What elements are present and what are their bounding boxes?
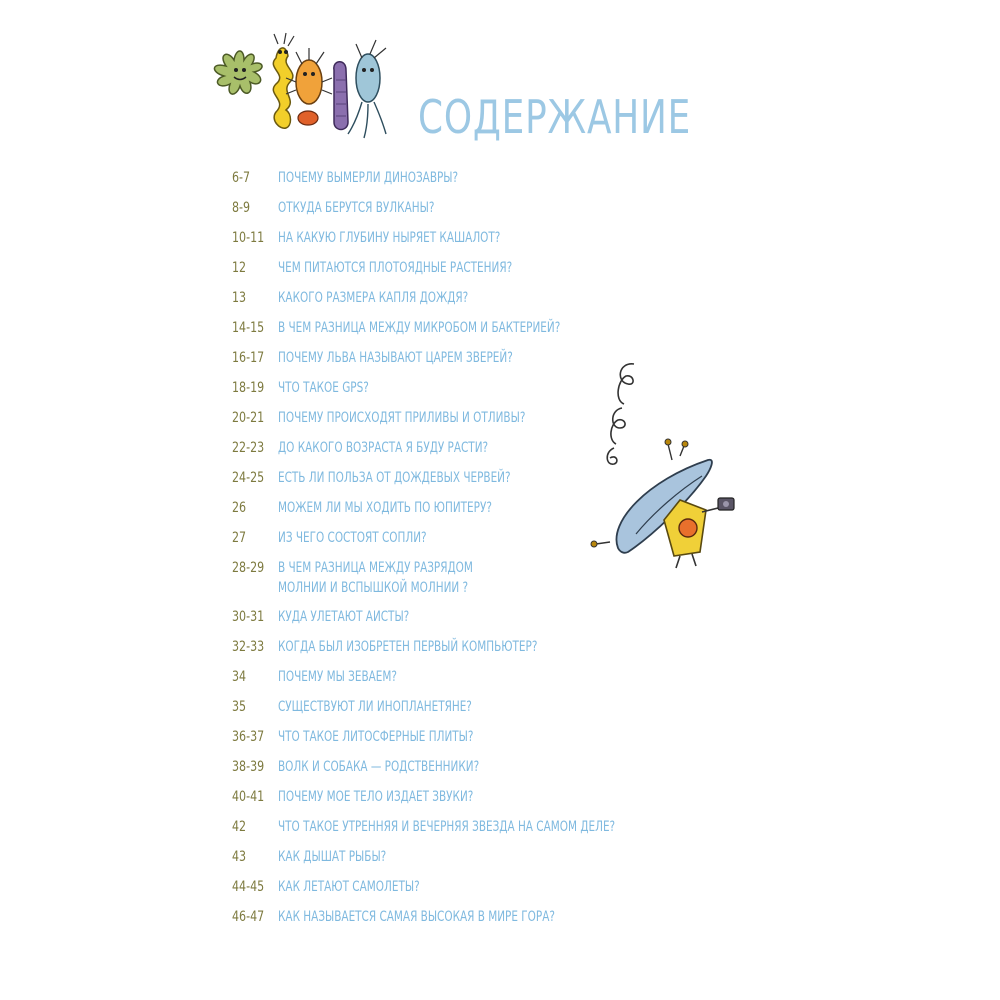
entry-title: ВОЛК И СОБАКА — РОДСТВЕННИКИ? [278,759,480,775]
toc-entry[interactable] [232,633,732,663]
toc-entry[interactable] [232,753,732,783]
orange-germ-icon [286,48,332,125]
green-germ-icon [214,51,262,94]
page-number: 13 [232,290,247,306]
purple-germ-icon [334,62,348,130]
entry-title: КУДА УЛЕТАЮТ АИСТЫ? [278,609,410,625]
page-title: СОДЕРЖАНИЕ [418,90,692,144]
page-number: 38-39 [232,759,265,775]
yellow-germ-icon [273,33,294,128]
toc-entry[interactable] [232,603,732,633]
entry-title: КАКОГО РАЗМЕРА КАПЛЯ ДОЖДЯ? [278,290,469,306]
toc-entry[interactable] [232,314,732,344]
entry-title: ИЗ ЧЕГО СОСТОЯТ СОПЛИ? [278,530,427,546]
entry-title: ЧТО ТАКОЕ ЛИТОСФЕРНЫЕ ПЛИТЫ? [278,729,474,745]
blue-germ-icon [348,40,386,138]
toc-entry[interactable] [232,903,732,933]
alien-icon [664,498,734,568]
entry-title: ПОЧЕМУ ВЫМЕРЛИ ДИНОЗАВРЫ? [278,170,459,186]
entry-title: КАК ДЫШАТ РЫБЫ? [278,849,387,865]
page-number: 35 [232,699,247,715]
toc-entry[interactable] [232,843,732,873]
page-number: 18-19 [232,380,265,396]
page-number: 27 [232,530,247,546]
toc-entry[interactable] [232,284,732,314]
page-number: 20-21 [232,410,265,426]
page-number: 16-17 [232,350,265,366]
entry-title: В ЧЕМ РАЗНИЦА МЕЖДУ РАЗРЯДОМ МОЛНИИ И ВСПЫШКОЙ МОЛНИИ ? [278,560,473,596]
page-number: 22-23 [232,440,265,456]
page-number: 26 [232,500,247,516]
page-number: 46-47 [232,909,265,925]
entry-title: МОЖЕМ ЛИ МЫ ХОДИТЬ ПО ЮПИТЕРУ? [278,500,492,516]
entry-title: СУЩЕСТВУЮТ ЛИ ИНОПЛАНЕТЯНЕ? [278,699,472,715]
entry-title: ПОЧЕМУ ЛЬВА НАЗЫВАЮТ ЦАРЕМ ЗВЕРЕЙ? [278,350,513,366]
page-number: 12 [232,260,247,276]
toc-entry[interactable] [232,164,732,194]
toc-entry[interactable] [232,663,732,693]
entry-title: ПОЧЕМУ ПРОИСХОДЯТ ПРИЛИВЫ И ОТЛИВЫ? [278,410,526,426]
entry-title: ДО КАКОГО ВОЗРАСТА Я БУДУ РАСТИ? [278,440,489,456]
entry-title: КОГДА БЫЛ ИЗОБРЕТЕН ПЕРВЫЙ КОМПЬЮТЕР? [278,639,538,655]
toc-entry[interactable] [232,723,732,753]
toc-entry[interactable] [232,693,732,723]
page-number: 36-37 [232,729,265,745]
page-number: 10-11 [232,230,265,246]
entry-title: КАК НАЗЫВАЕТСЯ САМАЯ ВЫСОКАЯ В МИРЕ ГОРА? [278,909,555,925]
toc-entry[interactable] [232,783,732,813]
page-number: 40-41 [232,789,265,805]
entry-title: ПОЧЕМУ МЫ ЗЕВАЕМ? [278,669,397,685]
entry-title: ЧЕМ ПИТАЮТСЯ ПЛОТОЯДНЫЕ РАСТЕНИЯ? [278,260,513,276]
toc-entry[interactable] [232,224,732,254]
toc-entry[interactable] [232,873,732,903]
page-number: 14-15 [232,320,265,336]
toc-entry[interactable] [232,254,732,284]
entry-title: ЧТО ТАКОЕ GPS? [278,380,369,396]
motion-trail-icon [607,364,634,464]
page-number: 42 [232,819,247,835]
page-number: 32-33 [232,639,265,655]
toc-entry[interactable] [232,194,732,224]
entry-title: КАК ЛЕТАЮТ САМОЛЕТЫ? [278,879,420,895]
page-number: 8-9 [232,200,251,216]
entry-title: ЕСТЬ ЛИ ПОЛЬЗА ОТ ДОЖДЕВЫХ ЧЕРВЕЙ? [278,470,511,486]
entry-title: В ЧЕМ РАЗНИЦА МЕЖДУ МИКРОБОМ И БАКТЕРИЕЙ? [278,320,561,336]
microbes-illustration [196,30,396,142]
page-number: 28-29 [232,560,265,576]
page-number: 43 [232,849,247,865]
toc-entry[interactable] [232,813,732,843]
entry-title: НА КАКУЮ ГЛУБИНУ НЫРЯЕТ КАШАЛОТ? [278,230,501,246]
entry-title: ОТКУДА БЕРУТСЯ ВУЛКАНЫ? [278,200,435,216]
page-number: 6-7 [232,170,251,186]
alien-ufo-illustration [588,352,748,574]
entry-title: ЧТО ТАКОЕ УТРЕННЯЯ И ВЕЧЕРНЯЯ ЗВЕЗДА НА САМОМ ДЕЛЕ? [278,819,616,835]
page-number: 34 [232,669,247,685]
page-number: 30-31 [232,609,265,625]
page-number: 44-45 [232,879,265,895]
page-number: 24-25 [232,470,265,486]
entry-title: ПОЧЕМУ МОЕ ТЕЛО ИЗДАЕТ ЗВУКИ? [278,789,474,805]
